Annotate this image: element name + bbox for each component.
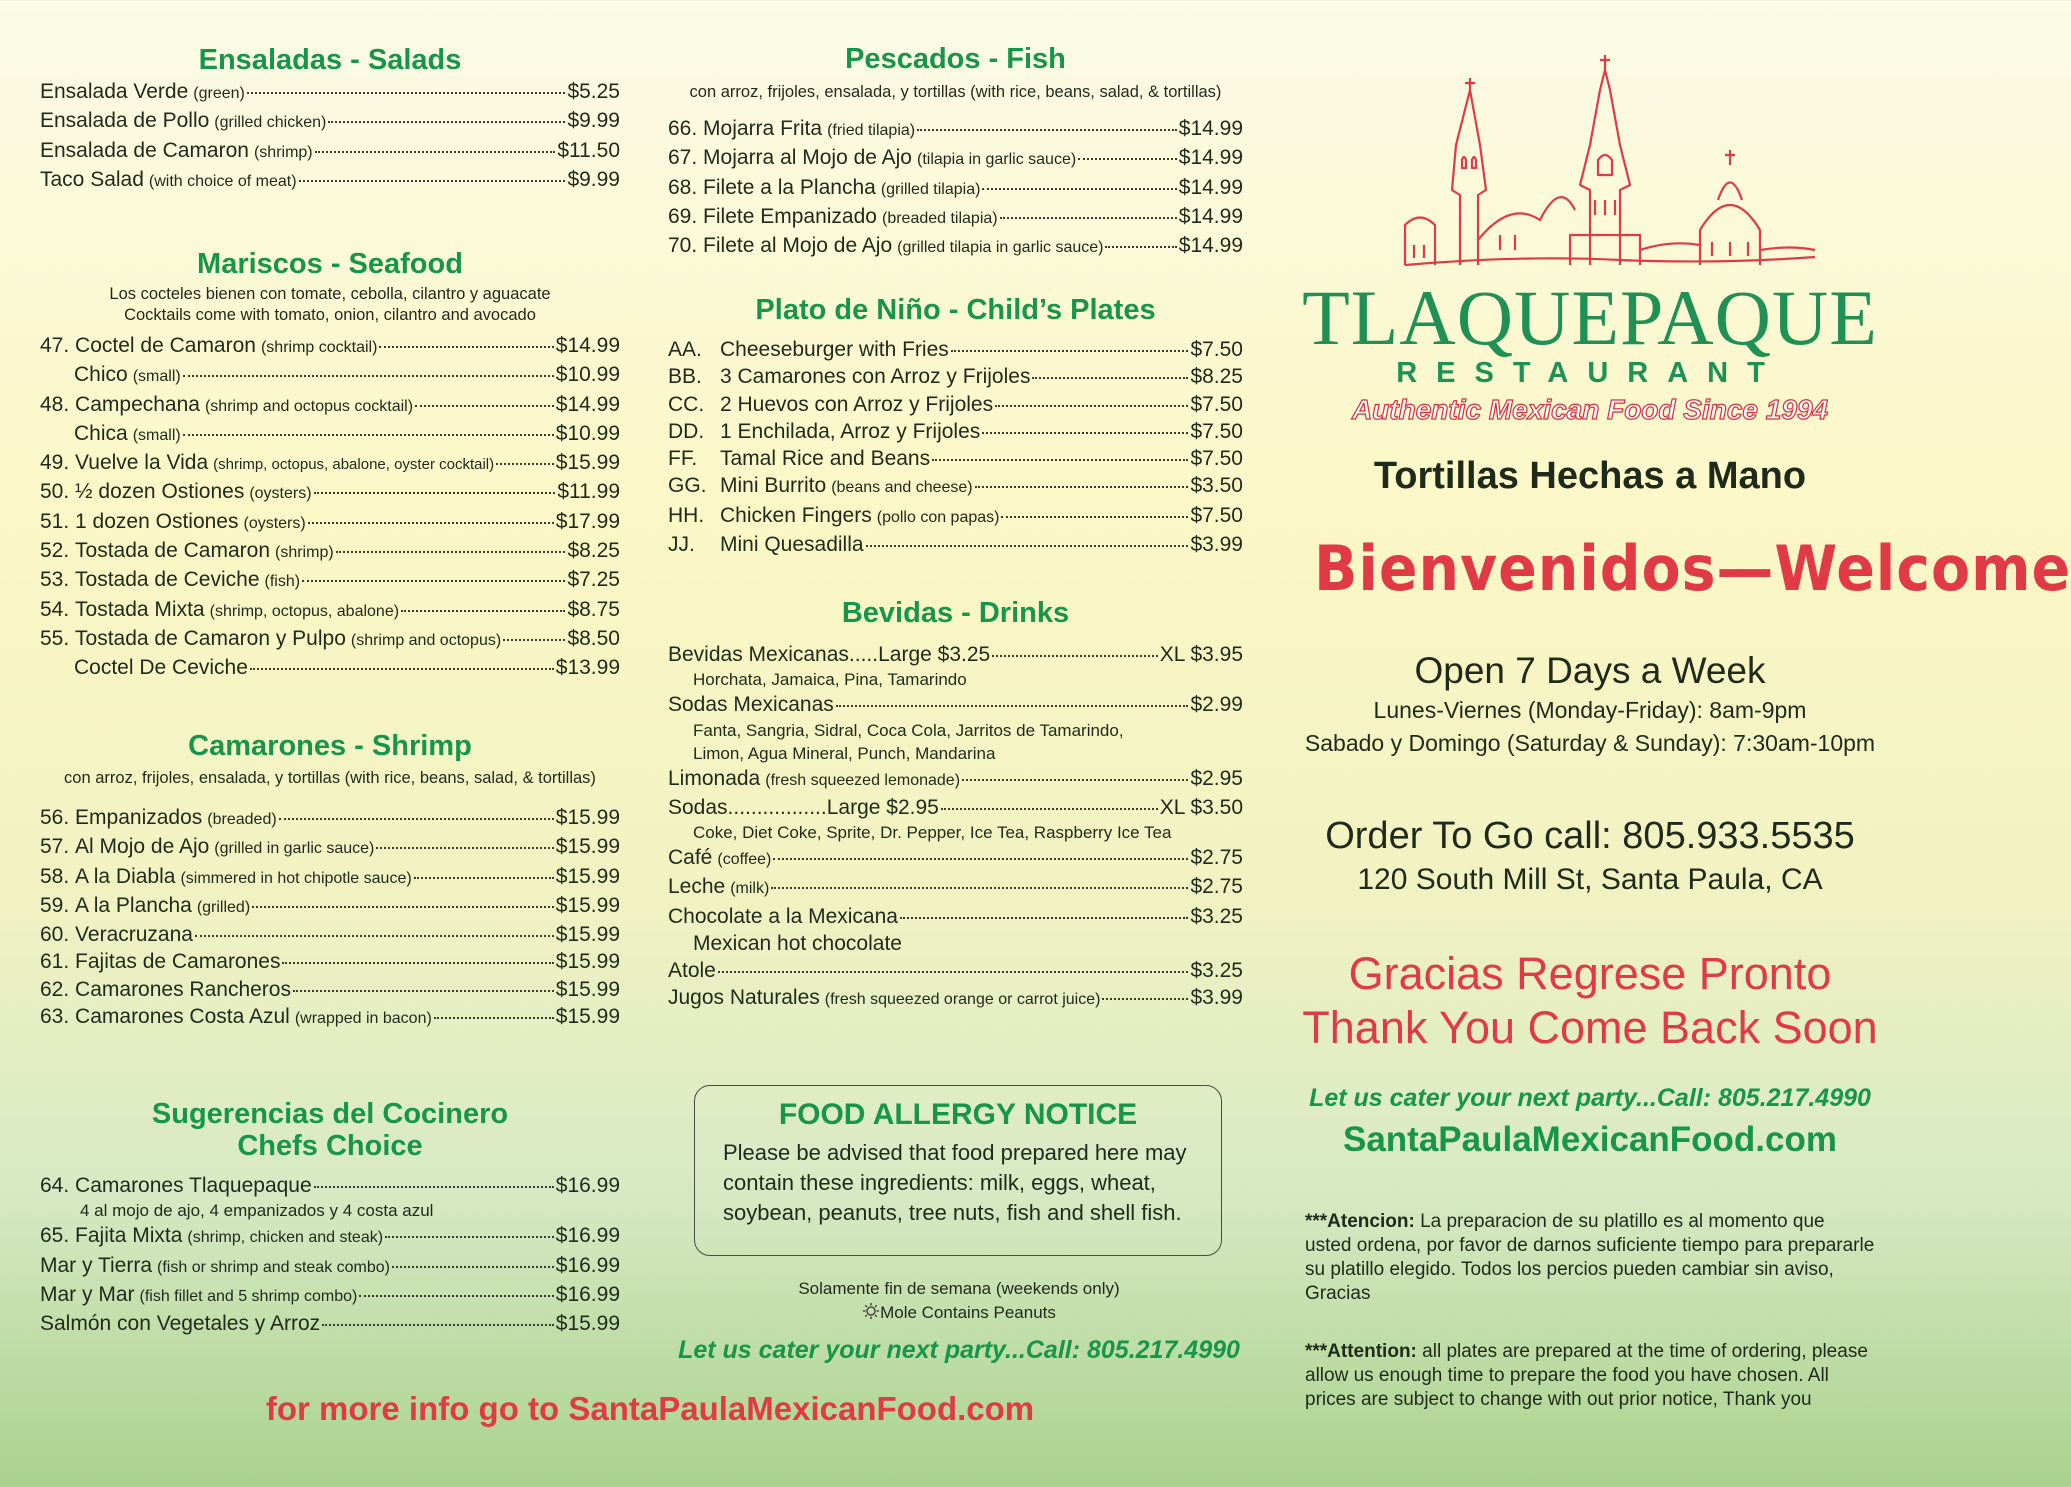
menu-item: 53. Tostada de Ceviche (fish) $7.25 [40,568,620,592]
menu-item: Chica (small) $10.99 [74,421,620,445]
item-note: Coke, Diet Coke, Sprite, Dr. Pepper, Ice Tea, Raspberry Ice Tea [693,823,1172,843]
thanks-english: Thank You Come Back Soon [1302,1002,1878,1053]
menu-item: 52. Tostada de Camaron (shrimp) $8.25 [40,539,620,563]
thanks-spanish: Gracias Regrese Pronto [1348,948,1832,999]
cater-phone: Let us cater your next party...Call: 805.217.4990 [1309,1084,1871,1112]
menu-item: 58. A la Diabla (simmered in hot chipotle sauce) $15.99 [40,864,620,888]
menu-item: 67. Mojarra al Mojo de Ajo (tilapia in garlic sauce) $14.99 [668,146,1243,170]
order-phone[interactable]: Order To Go call: 805.933.5535 [1325,815,1855,857]
chef-section [40,1098,620,1337]
menu-item: Ensalada de Pollo (grilled chicken) $9.99 [40,109,620,133]
attention-english [1305,1340,1875,1412]
menu-item: 59. A la Plancha (grilled) $15.99 [40,893,620,917]
salads-section [40,44,620,195]
fish-note: con arroz, frijoles, ensalada, y tortillas (with rice, beans, salad, & tortillas) [689,83,1222,101]
open-days: Open 7 Days a Week [1414,650,1766,691]
menu-item: Ensalada Verde (green) $5.25 [40,80,620,103]
menu-item: Bevidas Mexicanas.....Large $3.25 XL $3.95 [668,643,1243,666]
child-section [668,294,1243,558]
menu-item: Café (coffee) $2.75 [668,846,1243,870]
menu-item: 70. Filete al Mojo de Ajo (grilled tilapia in garlic sauce) $14.99 [668,234,1243,258]
seafood-note-es: Los cocteles bienen con tomate, cebolla, cilantro y aguacate [109,285,551,303]
menu-item: 56. Empanizados (breaded) $15.99 [40,806,620,829]
menu-item: FF. Tamal Rice and Beans $7.50 [668,447,1243,471]
menu-item: 66. Mojarra Frita (fried tilapia) $14.99 [668,117,1243,140]
menu-item: BB. 3 Camarones con Arroz y Frijoles $8.25 [668,365,1243,389]
item-note: 4 al mojo de ajo, 4 empanizados y 4 costa azul [80,1201,434,1221]
menu-item: 49. Vuelve la Vida (shrimp, octopus, abalone, oyster cocktail) $15.99 [40,451,620,475]
weekend-notes [668,1277,1250,1327]
address: 120 South Mill St, Santa Paula, CA [1357,863,1823,896]
menu-item: 57. Al Mojo de Ajo (grilled in garlic sauce) $15.99 [40,835,620,859]
allergy-notice [694,1085,1222,1256]
attention-text: all plates are prepared at the time of ordering, please allow us enough time to prepare the food you have chosen. All prices are subject to change with out prior notice, Thank you [1305,1341,1868,1410]
shrimp-section [40,730,620,1032]
menu-item: 63. Camarones Costa Azul (wrapped in bacon) $15.99 [40,1005,620,1029]
menu-item: 60. Veracruzana $15.99 [40,923,620,947]
menu-item: Jugos Naturales (fresh squeezed orange or carrot juice) $3.99 [668,986,1243,1010]
menu-item: Salmón con Vegetales y Arroz $15.99 [40,1312,620,1336]
tortillas-heading: Tortillas Hechas a Mano [1373,455,1807,497]
allergy-title: FOOD ALLERGY NOTICE [778,1098,1138,1131]
menu-item: 69. Filete Empanizado (breaded tilapia) $14.99 [668,204,1243,228]
drinks-list [668,641,1243,1014]
menu-item: Sodas.................Large $2.95 XL $3.50 [668,795,1243,819]
weekday-hours: Lunes-Viernes (Monday-Friday): 8am-9pm [1373,697,1807,723]
menu-item: 54. Tostada Mixta (shrimp, octopus, abalone) $8.75 [40,597,620,621]
menu-item: Sodas Mexicanas $2.99 [668,693,1243,717]
menu-item: GG. Mini Burrito (beans and cheese) $3.50 [668,474,1243,498]
child-title: Plato de Niño - Child’s Plates [755,294,1156,326]
menu-item: CC. 2 Huevos con Arroz y Frijoles $7.50 [668,392,1243,416]
menu-item: Limonada (fresh squeezed lemonade) $2.95 [668,766,1243,790]
menu-item: Coctel De Ceviche $13.99 [74,656,620,680]
menu-item: 62. Camarones Rancheros $15.99 [40,977,620,1001]
fish-list [668,115,1243,261]
drinks-title: Bevidas - Drinks [841,597,1070,629]
seafood-title: Mariscos - Seafood [197,248,463,280]
church-skyline-icon [1400,50,1820,275]
attention-spanish [1305,1210,1875,1306]
menu-item: Mar y Tierra (fish or shrimp and steak combo) $16.99 [40,1253,620,1277]
seafood-section [40,248,620,682]
seafood-list [40,332,620,682]
right-column [1290,0,2071,1487]
brand-tagline: Authentic Mexican Food Since 1994 [1351,394,1829,425]
sun-icon [862,1302,880,1327]
attention-label: ***Attention: [1305,1341,1417,1362]
welcome-heading: Bienvenidos—Welcome [1314,532,2071,605]
menu-item: 51. 1 dozen Ostiones (oysters) $17.99 [40,509,620,533]
child-list [668,336,1243,558]
mole-note [668,1301,1250,1327]
menu-item: DD. 1 Enchilada, Arroz y Frijoles $7.50 [668,419,1243,443]
menu-item: Taco Salad (with choice of meat) $9.99 [40,167,620,191]
menu-item: Ensalada de Camaron (shrimp) $11.50 [40,138,620,162]
salads-title: Ensaladas - Salads [198,44,462,76]
menu-item: 65. Fajita Mixta (shrimp, chicken and steak) $16.99 [40,1224,620,1248]
menu-item: 68. Filete a la Plancha (grilled tilapia) $14.99 [668,175,1243,199]
menu-item: 47. Coctel de Camaron (shrimp cocktail) $14.99 [40,334,620,357]
menu-item: 48. Campechana (shrimp and octopus cocktail) $14.99 [40,392,620,416]
weekend-only-note: Solamente fin de semana (weekends only) [798,1279,1120,1298]
item-note: Horchata, Jamaica, Pina, Tamarindo [693,670,967,690]
brand-name: TLAQUEPAQUE [1302,274,1878,361]
attention-text: La preparacion de su platillo es al momento que usted ordena, por favor de darnos suficiente tiempo para prepararle su platillo elegido. Todos los percios pueden cambiar sin aviso, Gracias [1305,1211,1875,1304]
fish-section [668,43,1243,261]
allergy-text: Please be advised that food prepared here may contain these ingredients: milk, eggs, wheat, soybean, peanuts, tree nuts, fish and shell fish. [723,1140,1187,1225]
menu-item: 55. Tostada de Camaron y Pulpo (shrimp and octopus) $8.50 [40,626,620,650]
menu-item: 61. Fajitas de Camarones $15.99 [40,950,620,974]
menu-item: Leche (milk) $2.75 [668,875,1243,899]
seafood-note-en: Cocktails come with tomato, onion, cilantro and avocado [124,306,536,324]
fish-title: Pescados - Fish [845,43,1066,75]
item-note: Mexican hot chocolate [693,932,902,956]
website-link[interactable]: SantaPaulaMexicanFood.com [1342,1120,1838,1159]
menu-item: Atole $3.25 [668,959,1243,983]
menu-item: HH. Chicken Fingers (pollo con papas) $7.50 [668,503,1243,527]
drinks-section [668,597,1243,1014]
salads-list [40,78,620,195]
footer-info-link[interactable]: for more info go to SantaPaulaMexicanFood.com [265,1390,1035,1427]
shrimp-list [40,804,620,1032]
item-note: Fanta, Sangria, Sidral, Coca Cola, Jarritos de Tamarindo, [693,720,1124,740]
menu-item: 50. ½ dozen Ostiones (oysters) $11.99 [40,480,620,504]
menu-item: 64. Camarones Tlaquepaque $16.99 [40,1174,620,1197]
attention-label: ***Atencion: [1305,1211,1415,1232]
chef-title-es: Sugerencias del Cocinero [151,1098,509,1130]
menu-item: Chocolate a la Mexicana $3.25 [668,904,1243,928]
weekend-hours: Sabado y Domingo (Saturday & Sunday): 7:30am-10pm [1304,730,1876,756]
menu-item: JJ. Mini Quesadilla $3.99 [668,533,1243,557]
menu-item: Chico (small) $10.99 [74,363,620,387]
cater-callout: Let us cater your next party...Call: 805.217.4990 [678,1336,1240,1364]
mole-note-text: Mole Contains Peanuts [880,1303,1056,1322]
shrimp-note: con arroz, frijoles, ensalada, y tortillas (with rice, beans, salad, & tortillas) [64,769,596,787]
brand-subtitle: RESTAURANT [1396,357,1784,389]
shrimp-title: Camarones - Shrimp [188,730,472,762]
chef-list [40,1172,620,1337]
menu-item: Mar y Mar (fish fillet and 5 shrimp combo) $16.99 [40,1282,620,1306]
item-note: Limon, Agua Mineral, Punch, Mandarina [693,743,996,763]
chef-title-en: Chefs Choice [237,1130,423,1162]
menu-item: AA. Cheeseburger with Fries $7.50 [668,338,1243,361]
